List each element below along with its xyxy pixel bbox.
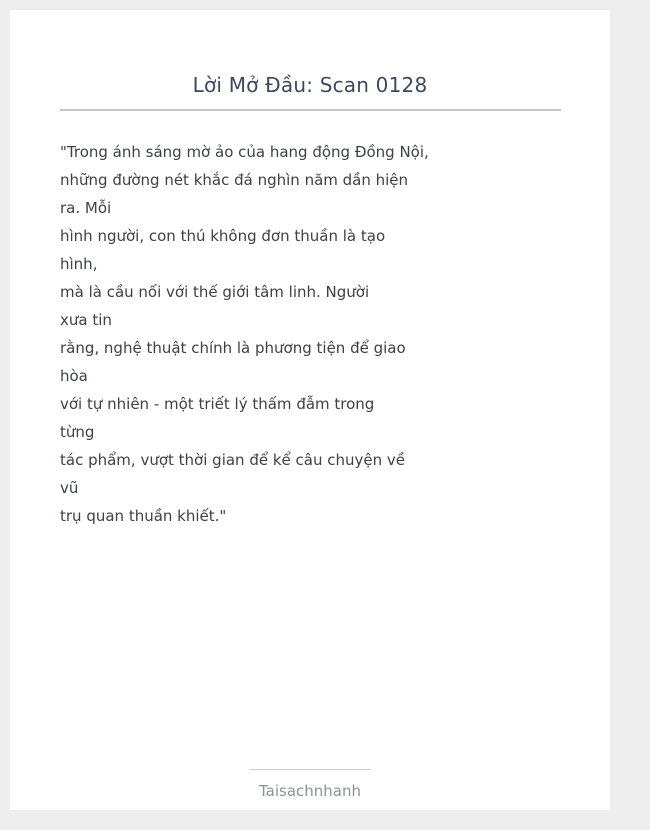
body-line: trụ quan thuần khiết."	[60, 507, 227, 525]
body-line: tác phẩm, vượt thời gian để kể câu chuyện về	[60, 451, 405, 469]
body-line: ra. Mỗi	[60, 199, 112, 217]
body-line: vũ	[60, 479, 79, 497]
footer-divider	[250, 769, 371, 770]
body-line: rằng, nghệ thuật chính là phương tiện để giao	[60, 339, 406, 357]
body-line: hòa	[60, 367, 88, 385]
body-line: xưa tin	[60, 311, 112, 329]
page-title: Lời Mở Đầu: Scan 0128	[192, 73, 428, 97]
body-line: mà là cầu nối với thế giới tâm linh. Người	[60, 283, 370, 301]
body-line: hình người, con thú không đơn thuần là tạo	[60, 227, 386, 245]
body-line: từng	[60, 423, 95, 441]
footer-source: Taisachnhanh	[258, 782, 362, 800]
body-line: hình,	[60, 255, 98, 273]
document-page	[10, 10, 610, 810]
body-line: những đường nét khắc đá nghìn năm dần hiện	[60, 171, 409, 189]
body-line: "Trong ánh sáng mờ ảo của hang động Đồng Nội,	[60, 143, 429, 161]
body-line: với tự nhiên - một triết lý thấm đẫm trong	[60, 395, 375, 413]
body-paragraph	[60, 138, 429, 530]
title-divider	[60, 109, 561, 111]
